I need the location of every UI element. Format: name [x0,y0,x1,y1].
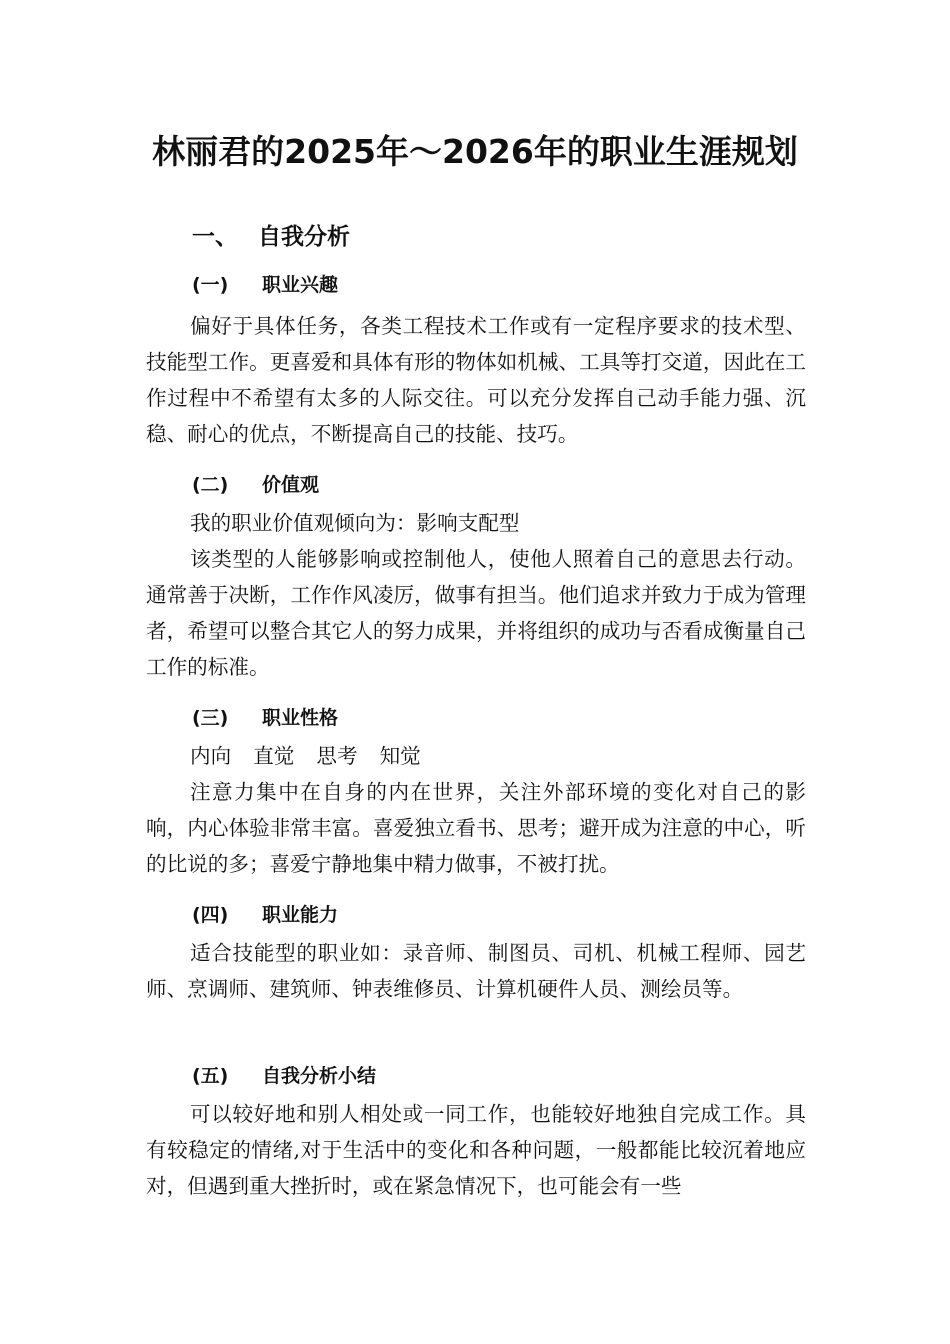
paragraph-interest: 偏好于具体任务，各类工程技术工作或有一定程序要求的技术型、技能型工作。更喜爱和具体有形的物体如机械、工具等打交道，因此在工作过程中不希望有太多的人际交往。可以充分发挥自己动手能力强、沉稳、耐心的优点，不断提高自己的技能、技巧。 [146,314,806,446]
subsection-heading-ability [192,900,338,930]
paragraph-personality: 注意力集中在自身的内在世界，关注外部环境的变化对自己的影响，内心体验非常丰富。喜爱独立看书、思考；避开成为注意的中心，听的比说的多；喜爱宁静地集中精力做事，不被打扰。 [146,780,806,876]
paragraph-summary: 可以较好地和别人相处或一同工作，也能较好地独自完成工作。具有较稳定的情绪,对于生活中的变化和各种问题，一般都能比较沉着地应对，但遇到重大挫折时，或在紧急情况下，也可能会有一些 [146,1102,806,1198]
values-orientation-line: 我的职业价值观倾向为：影响支配型 [190,511,520,535]
subsection-title: 职业兴趣 [262,274,339,296]
trait-item: 内向 [190,744,232,768]
subsection-title: 职业性格 [262,707,339,729]
trait-item: 知觉 [379,744,421,768]
subsection-title: 职业能力 [262,904,339,926]
subsection-number: (三) [192,707,229,729]
subsection-heading-values [192,470,319,500]
trait-item: 直觉 [253,744,295,768]
paragraph-ability: 适合技能型的职业如：录音师、制图员、司机、机械工程师、园艺师、烹调师、建筑师、钟表维修员、计算机硬件人员、测绘员等。 [146,941,806,1001]
subsection-title: 价值观 [262,474,320,496]
subsection-heading-summary [192,1061,376,1091]
subsection-number: (五) [192,1065,229,1087]
section-number: 一、 [192,224,238,250]
subsection-number: (四) [192,904,229,926]
section-title: 自我分析 [258,224,350,250]
section-heading-self-analysis [192,220,350,254]
trait-item: 思考 [316,744,358,768]
subsection-number: (二) [192,474,229,496]
paragraph-values: 该类型的人能够影响或控制他人，使他人照着自己的意思去行动。通常善于决断，工作作风凌厉，做事有担当。他们追求并致力于成为管理者，希望可以整合其它人的努力成果，并将组织的成功与否看成衡量自己工作的标准。 [146,547,806,679]
subsection-heading-interest [192,270,338,300]
subsection-title: 自我分析小结 [262,1065,377,1087]
document-title: 林丽君的2025年～2026年的职业生涯规划 [152,132,798,171]
subsection-number: (一) [192,274,229,296]
subsection-heading-personality [192,703,338,733]
personality-traits [190,738,443,774]
